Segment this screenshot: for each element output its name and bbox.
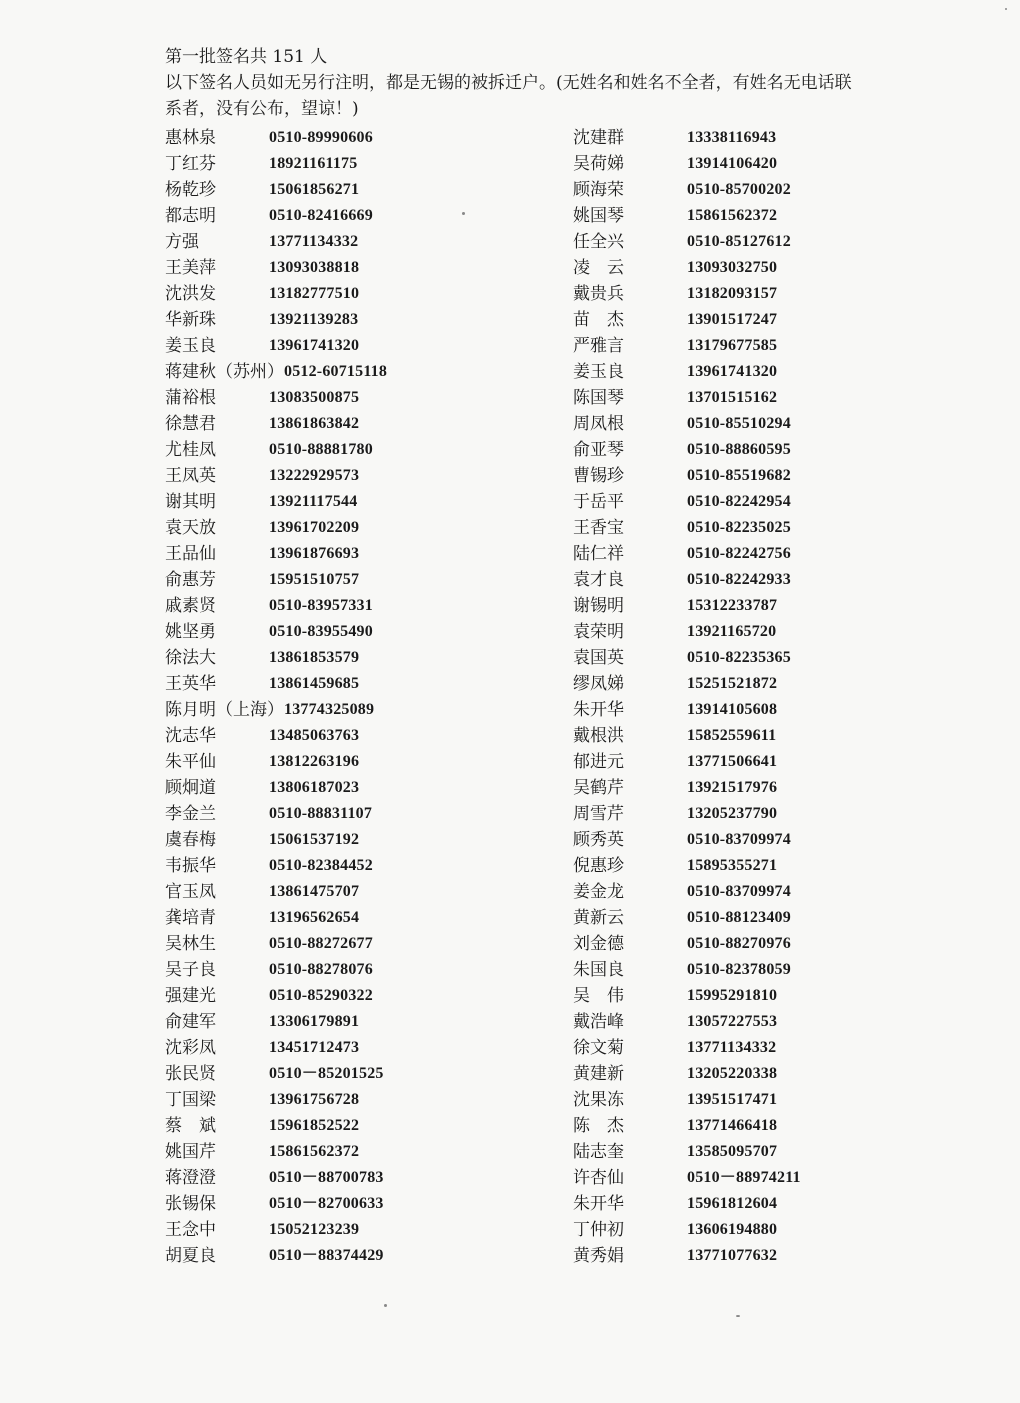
signer-name: 姚国琴 (573, 206, 624, 226)
signature-row (165, 879, 387, 905)
signer-name: 沈洪发 (165, 284, 216, 304)
signer-phone: 0510－88700783 (269, 1169, 384, 1186)
signer-name: 杨乾珍 (165, 180, 216, 200)
signer-phone: 15961852522 (269, 1117, 360, 1134)
signature-row (573, 1035, 801, 1061)
signer-name: 陈 杰 (573, 1116, 624, 1136)
signer-name: 陈月明（上海） (165, 700, 284, 720)
signer-phone: 13961702209 (269, 519, 360, 536)
signer-name: 张民贤 (165, 1064, 216, 1084)
signature-row (165, 827, 387, 853)
signer-name: 周凤根 (573, 414, 624, 434)
signer-phone: 13921117544 (269, 493, 358, 510)
signer-name: 王品仙 (165, 544, 216, 564)
signature-row (573, 307, 801, 333)
signer-phone: 0510-82384452 (269, 857, 373, 874)
header-note-continued: 系者，没有公布，望谅！) (165, 99, 359, 119)
signature-row (165, 957, 387, 983)
signature-row (165, 515, 387, 541)
signer-phone: 0510-83709974 (687, 883, 791, 900)
signer-phone: 13585095707 (687, 1143, 778, 1160)
signature-row (573, 775, 801, 801)
signer-name: 尤桂凤 (165, 440, 216, 460)
signature-row (165, 307, 387, 333)
signer-phone: 0510-82235365 (687, 649, 791, 666)
signer-phone: 13701515162 (687, 389, 778, 406)
signer-phone: 15961812604 (687, 1195, 778, 1212)
right-signature-column (573, 125, 801, 1269)
signature-row (165, 333, 387, 359)
signature-row (165, 1139, 387, 1165)
signer-phone: 0510-85519682 (687, 467, 791, 484)
signature-row (165, 229, 387, 255)
signature-row (573, 853, 801, 879)
signer-phone: 0510－88974211 (687, 1169, 801, 1186)
signer-phone: 0510-88881780 (269, 441, 373, 458)
signature-row (573, 1139, 801, 1165)
signature-row (573, 229, 801, 255)
signer-name: 吴子良 (165, 960, 216, 980)
signature-row (165, 1061, 387, 1087)
signer-name: 戴浩峰 (573, 1012, 624, 1032)
signature-row (573, 255, 801, 281)
signer-phone: 13083500875 (269, 389, 360, 406)
signature-row (165, 359, 387, 385)
signer-name: 曹锡珍 (573, 466, 624, 486)
signer-phone: 0510-83955490 (269, 623, 373, 640)
scan-speck (1005, 8, 1007, 10)
signer-phone: 18921161175 (269, 155, 358, 172)
signer-name: 谢锡明 (573, 596, 624, 616)
signer-phone: 0510-85290322 (269, 987, 373, 1004)
signer-phone: 13901517247 (687, 311, 778, 328)
signer-name: 于岳平 (573, 492, 624, 512)
signer-name: 蒋建秋（苏州） (165, 362, 284, 382)
signer-name: 任全兴 (573, 232, 624, 252)
signer-phone: 13914106420 (687, 155, 778, 172)
signer-phone: 13951517471 (687, 1091, 778, 1108)
signer-name: 朱开华 (573, 1194, 624, 1214)
signer-name: 沈果冻 (573, 1090, 624, 1110)
signer-phone: 0510-88278076 (269, 961, 373, 978)
signer-name: 华新珠 (165, 310, 216, 330)
signature-row (165, 489, 387, 515)
signer-phone: 13451712473 (269, 1039, 360, 1056)
signer-name: 惠林泉 (165, 128, 216, 148)
signature-row (165, 931, 387, 957)
signature-row (165, 645, 387, 671)
signer-name: 姜玉良 (573, 362, 624, 382)
signer-name: 蔡 斌 (165, 1116, 216, 1136)
signer-phone: 0510-88831107 (269, 805, 373, 822)
signer-name: 沈建群 (573, 128, 624, 148)
signature-row (573, 879, 801, 905)
signer-name: 朱平仙 (165, 752, 216, 772)
signer-name: 官玉凤 (165, 882, 216, 902)
signer-name: 王英华 (165, 674, 216, 694)
signature-row (573, 1217, 801, 1243)
signer-phone: 13921165720 (687, 623, 777, 640)
signer-phone: 0510－85201525 (269, 1065, 384, 1082)
signature-row (573, 125, 801, 151)
signer-name: 谢其明 (165, 492, 216, 512)
signer-phone: 15951510757 (269, 571, 360, 588)
header-title: 第一批签名共 151 人 (165, 47, 328, 67)
signature-row (573, 801, 801, 827)
signer-name: 吴荷娣 (573, 154, 624, 174)
signer-name: 丁国梁 (165, 1090, 216, 1110)
signer-phone: 13774325089 (284, 701, 375, 718)
signer-phone: 15312233787 (687, 597, 778, 614)
signature-row (165, 177, 387, 203)
signer-phone: 13861853579 (269, 649, 360, 666)
signature-row (165, 1087, 387, 1113)
signer-phone: 15052123239 (269, 1221, 360, 1238)
signer-phone: 0510-82242756 (687, 545, 791, 562)
signer-phone: 13861475707 (269, 883, 360, 900)
signer-name: 郁进元 (573, 752, 624, 772)
signer-phone: 13205220338 (687, 1065, 778, 1082)
signer-name: 蒋澄澄 (165, 1168, 216, 1188)
signer-phone: 13338116943 (687, 129, 777, 146)
signer-name: 吴鹤芹 (573, 778, 624, 798)
signer-name: 戴根洪 (573, 726, 624, 746)
signature-row (165, 697, 387, 723)
signer-phone: 13771466418 (687, 1117, 778, 1134)
signer-name: 周雪芹 (573, 804, 624, 824)
signature-row (573, 567, 801, 593)
signer-name: 俞惠芳 (165, 570, 216, 590)
signer-name: 顾海荣 (573, 180, 624, 200)
signature-row (165, 411, 387, 437)
signature-row (573, 697, 801, 723)
signer-phone: 13179677585 (687, 337, 778, 354)
signature-row (165, 775, 387, 801)
signer-phone: 13861459685 (269, 675, 360, 692)
signer-name: 王念中 (165, 1220, 216, 1240)
signature-row (573, 203, 801, 229)
signer-phone: 0510-88270976 (687, 935, 791, 952)
signature-row (165, 1191, 387, 1217)
signer-phone: 0510-89990606 (269, 129, 373, 146)
signer-name: 沈彩凤 (165, 1038, 216, 1058)
signer-phone: 13771506641 (687, 753, 778, 770)
signer-name: 方强 (165, 232, 199, 252)
signer-name: 丁红芬 (165, 154, 216, 174)
signer-name: 陆志奎 (573, 1142, 624, 1162)
signer-phone: 0510－88374429 (269, 1247, 384, 1264)
signer-name: 韦振华 (165, 856, 216, 876)
signature-row (165, 151, 387, 177)
signature-row (573, 619, 801, 645)
signer-name: 凌 云 (573, 258, 624, 278)
signer-phone: 13485063763 (269, 727, 360, 744)
signer-name: 严雅言 (573, 336, 624, 356)
signer-phone: 13961876693 (269, 545, 360, 562)
signature-row (165, 983, 387, 1009)
signer-phone: 13861863842 (269, 415, 360, 432)
signature-row (573, 177, 801, 203)
signer-phone: 0510-85700202 (687, 181, 791, 198)
signer-name: 袁荣明 (573, 622, 624, 642)
signature-row (573, 385, 801, 411)
signer-name: 王凤英 (165, 466, 216, 486)
signature-row (165, 801, 387, 827)
signer-phone: 13093032750 (687, 259, 778, 276)
signature-row (165, 749, 387, 775)
signer-name: 苗 杰 (573, 310, 624, 330)
signer-name: 黄建新 (573, 1064, 624, 1084)
scan-speck (736, 1315, 740, 1317)
signer-phone: 15895355271 (687, 857, 778, 874)
signer-name: 李金兰 (165, 804, 216, 824)
signature-row (573, 983, 801, 1009)
signature-row (165, 1217, 387, 1243)
signature-row (573, 957, 801, 983)
signature-row (573, 333, 801, 359)
signature-row (165, 281, 387, 307)
signature-row (165, 1165, 387, 1191)
signer-phone: 0510-82242954 (687, 493, 791, 510)
signature-row (573, 359, 801, 385)
signer-name: 朱国良 (573, 960, 624, 980)
signature-row (165, 437, 387, 463)
signer-name: 朱开华 (573, 700, 624, 720)
signer-name: 王美萍 (165, 258, 216, 278)
signer-phone: 13921139283 (269, 311, 359, 328)
signer-phone: 0510-88123409 (687, 909, 791, 926)
signer-phone: 13306179891 (269, 1013, 360, 1030)
signer-phone: 0510-83709974 (687, 831, 791, 848)
signer-phone: 13222929573 (269, 467, 360, 484)
signature-row (165, 619, 387, 645)
signature-row (165, 541, 387, 567)
signer-phone: 13606194880 (687, 1221, 778, 1238)
signer-name: 袁天放 (165, 518, 216, 538)
signature-row (573, 1009, 801, 1035)
signer-name: 虞春梅 (165, 830, 216, 850)
signer-name: 张锡保 (165, 1194, 216, 1214)
header-note: 以下签名人员如无另行注明，都是无锡的被拆迁户。(无姓名和姓名不全者，有姓名无电话联 (165, 73, 852, 93)
signature-row (573, 723, 801, 749)
scan-speck (384, 1304, 387, 1307)
signer-name: 徐慧君 (165, 414, 216, 434)
signer-phone: 15861562372 (269, 1143, 360, 1160)
signer-name: 姜金龙 (573, 882, 624, 902)
signer-name: 缪凤娣 (573, 674, 624, 694)
signature-row (165, 1035, 387, 1061)
signer-name: 徐法大 (165, 648, 216, 668)
signature-row (573, 151, 801, 177)
signer-phone: 15861562372 (687, 207, 778, 224)
signer-name: 龚培青 (165, 908, 216, 928)
signer-phone: 13812263196 (269, 753, 360, 770)
signer-name: 袁才良 (573, 570, 624, 590)
signer-phone: 0510-82416669 (269, 207, 373, 224)
signer-phone: 15251521872 (687, 675, 778, 692)
signature-row (165, 125, 387, 151)
signer-phone: 0510-88860595 (687, 441, 791, 458)
signer-phone: 0510-82378059 (687, 961, 791, 978)
signer-phone: 15061856271 (269, 181, 360, 198)
signature-row (573, 463, 801, 489)
signature-row (165, 1009, 387, 1035)
signature-row (573, 593, 801, 619)
signer-phone: 13771077632 (687, 1247, 778, 1264)
signer-name: 姜玉良 (165, 336, 216, 356)
signer-phone: 0510-88272677 (269, 935, 373, 952)
signer-name: 陆仁祥 (573, 544, 624, 564)
signature-row (573, 1113, 801, 1139)
signature-row (165, 671, 387, 697)
signature-row (165, 463, 387, 489)
signature-row (573, 515, 801, 541)
signer-name: 戴贵兵 (573, 284, 624, 304)
signature-row (573, 1191, 801, 1217)
signer-name: 倪惠珍 (573, 856, 624, 876)
signature-row (165, 203, 387, 229)
signer-phone: 0510-85127612 (687, 233, 791, 250)
scan-speck (462, 212, 465, 215)
signature-row (165, 723, 387, 749)
signer-phone: 0510-82242933 (687, 571, 791, 588)
signature-row (165, 853, 387, 879)
signer-phone: 15995291810 (687, 987, 778, 1004)
signature-row (165, 1113, 387, 1139)
signer-phone: 0510-82235025 (687, 519, 791, 536)
signature-row (573, 827, 801, 853)
signature-row (573, 905, 801, 931)
signature-row (573, 1061, 801, 1087)
signature-row (573, 645, 801, 671)
signer-name: 蒲裕根 (165, 388, 216, 408)
signer-name: 沈志华 (165, 726, 216, 746)
signer-name: 强建光 (165, 986, 216, 1006)
signer-name: 姚坚勇 (165, 622, 216, 642)
signer-name: 吴林生 (165, 934, 216, 954)
document-header (165, 44, 885, 122)
signer-name: 俞亚琴 (573, 440, 624, 460)
signature-row (165, 905, 387, 931)
signer-phone: 13806187023 (269, 779, 360, 796)
signer-name: 徐文菊 (573, 1038, 624, 1058)
signature-row (165, 385, 387, 411)
signer-name: 黄新云 (573, 908, 624, 928)
signature-row (573, 1243, 801, 1269)
signer-name: 丁仲初 (573, 1220, 624, 1240)
signer-name: 陈国琴 (573, 388, 624, 408)
signature-row (165, 593, 387, 619)
signer-name: 姚国芹 (165, 1142, 216, 1162)
signature-row (573, 1165, 801, 1191)
signer-phone: 13182093157 (687, 285, 778, 302)
signer-phone: 13205237790 (687, 805, 778, 822)
signature-row (573, 489, 801, 515)
signature-row (573, 671, 801, 697)
signature-row (573, 281, 801, 307)
signer-name: 都志明 (165, 206, 216, 226)
signer-phone: 13914105608 (687, 701, 778, 718)
signer-name: 袁国英 (573, 648, 624, 668)
signer-phone: 15061537192 (269, 831, 360, 848)
signer-phone: 13182777510 (269, 285, 360, 302)
signer-phone: 13771134332 (687, 1039, 777, 1056)
signer-phone: 0510－82700633 (269, 1195, 384, 1212)
signer-name: 胡夏良 (165, 1246, 216, 1266)
signer-phone: 13057227553 (687, 1013, 778, 1030)
signature-row (573, 437, 801, 463)
signer-name: 戚素贤 (165, 596, 216, 616)
left-signature-column (165, 125, 387, 1269)
signer-name: 王香宝 (573, 518, 624, 538)
signer-name: 黄秀娟 (573, 1246, 624, 1266)
signer-phone: 0512-60715118 (284, 363, 388, 380)
signer-phone: 13196562654 (269, 909, 360, 926)
signature-row (165, 567, 387, 593)
signer-phone: 0510-83957331 (269, 597, 373, 614)
signer-phone: 13921517976 (687, 779, 778, 796)
signer-phone: 0510-85510294 (687, 415, 791, 432)
signature-row (573, 749, 801, 775)
signer-name: 吴 伟 (573, 986, 624, 1006)
signer-phone: 13961741320 (687, 363, 778, 380)
signer-phone: 15852559611 (687, 727, 777, 744)
signature-row (573, 541, 801, 567)
signer-phone: 13771134332 (269, 233, 359, 250)
signer-phone: 13961741320 (269, 337, 360, 354)
signer-name: 顾炯道 (165, 778, 216, 798)
signature-row (165, 255, 387, 281)
signature-row (573, 411, 801, 437)
signature-row (573, 931, 801, 957)
signature-row (573, 1087, 801, 1113)
signer-name: 许杏仙 (573, 1168, 624, 1188)
signer-phone: 13093038818 (269, 259, 360, 276)
signer-name: 俞建军 (165, 1012, 216, 1032)
signer-phone: 13961756728 (269, 1091, 360, 1108)
signature-row (165, 1243, 387, 1269)
signer-name: 刘金德 (573, 934, 624, 954)
signer-name: 顾秀英 (573, 830, 624, 850)
